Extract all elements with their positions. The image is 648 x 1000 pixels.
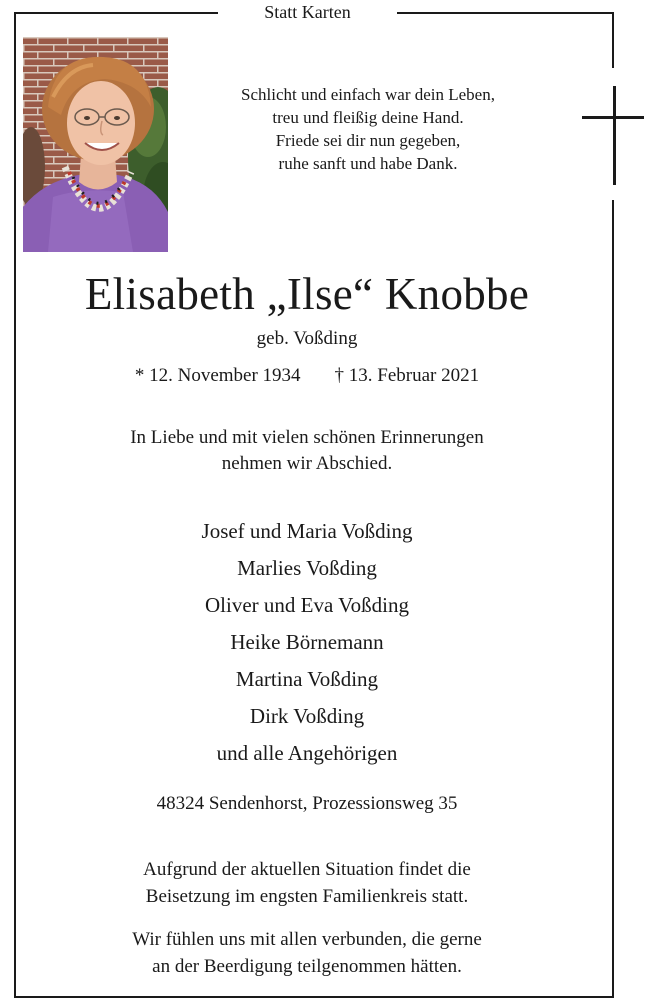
- deceased-name: Elisabeth „Ilse“ Knobbe: [84, 269, 530, 319]
- birth-date: * 12. November 1934: [134, 365, 301, 386]
- notice-line: Wir fühlen uns mit allen verbunden, die gerne: [132, 929, 482, 950]
- notice-line: an der Beerdigung teilgenommen hätten.: [152, 956, 462, 977]
- frame-right-line-upper: [612, 12, 614, 68]
- mourners-list: [0, 513, 614, 772]
- mourner-name: Oliver und Eva Voßding: [205, 593, 409, 617]
- cross-horizontal-bar: [582, 116, 644, 119]
- notice-line: Beisetzung im engsten Familienkreis statt.: [145, 886, 469, 907]
- mourner-name: Marlies Voßding: [237, 556, 377, 580]
- poem-line: treu und fleißig deine Hand.: [272, 108, 464, 127]
- cross-vertical-bar: [613, 86, 616, 185]
- address: 48324 Sendenhorst, Prozessionsweg 35: [156, 793, 458, 814]
- frame-bottom-line: [14, 996, 614, 998]
- maiden-name: geb. Voßding: [256, 328, 358, 349]
- frame-top-left-line: [14, 12, 218, 14]
- mourner-name: Martina Voßding: [235, 667, 379, 691]
- header-statt-karten: Statt Karten: [264, 2, 351, 22]
- mourner-name: Josef und Maria Voßding: [201, 519, 413, 543]
- life-dates: [0, 363, 614, 389]
- poem-line: Friede sei dir nun gegeben,: [275, 131, 461, 150]
- notice-line: Aufgrund der aktuellen Situation findet die: [143, 859, 471, 880]
- portrait-photo: [23, 37, 168, 252]
- mourner-name: und alle Angehörigen: [216, 741, 398, 765]
- mourner-name: Heike Börnemann: [230, 630, 384, 654]
- death-date: † 13. Februar 2021: [334, 365, 480, 386]
- poem-line: ruhe sanft und habe Dank.: [278, 154, 458, 173]
- farewell-text: [0, 425, 614, 477]
- farewell-line: nehmen wir Abschied.: [221, 453, 393, 474]
- frame-top-right-line: [397, 12, 614, 14]
- burial-notice: [0, 856, 614, 910]
- farewell-line: In Liebe und mit vielen schönen Erinnerungen: [130, 427, 484, 448]
- poem: [180, 83, 556, 175]
- mourner-name: Dirk Voßding: [249, 704, 365, 728]
- poem-line: Schlicht und einfach war dein Leben,: [241, 85, 495, 104]
- closing-notice: [0, 926, 614, 980]
- portrait-image: [23, 37, 168, 252]
- frame-left-line: [14, 12, 16, 998]
